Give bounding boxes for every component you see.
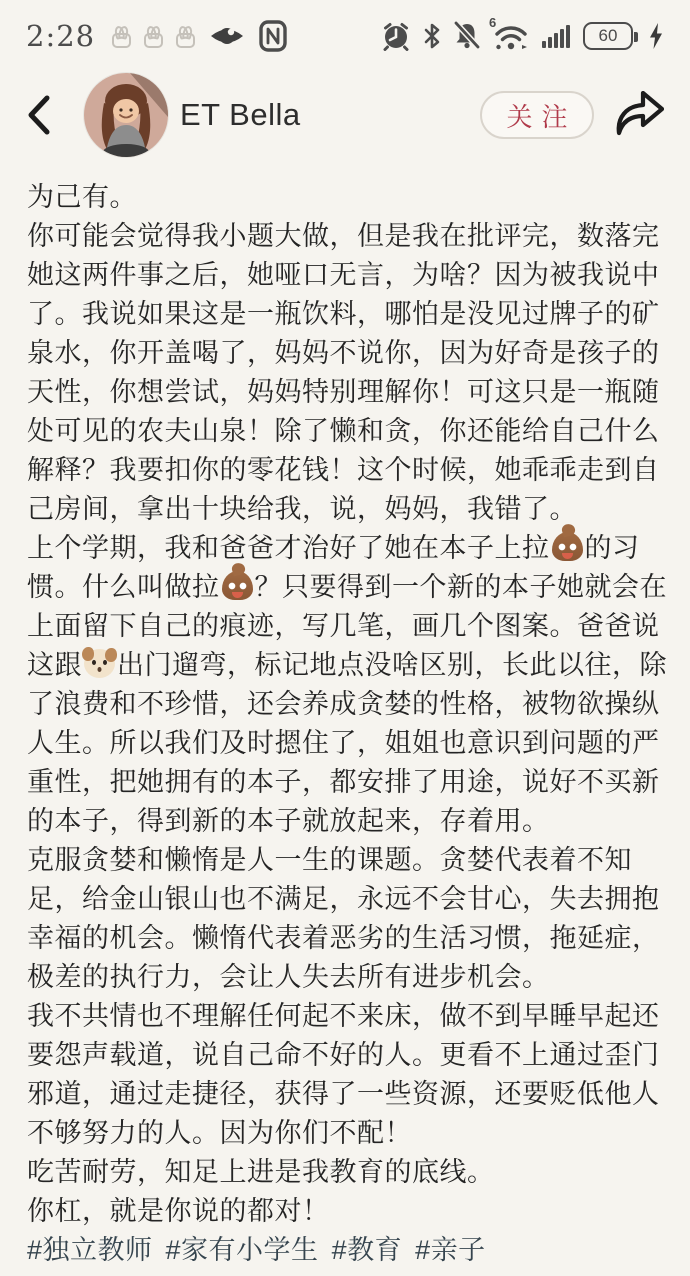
text-line: 这跟 出门遛弯，标记地点没啥区别，长此以往，除 bbox=[27, 650, 667, 680]
back-button[interactable] bbox=[26, 93, 56, 137]
text-line: 的本子，得到新的本子就放起来，存着用。 bbox=[27, 806, 550, 836]
notification-app-icon bbox=[176, 33, 195, 48]
follow-button-label: 关注 bbox=[506, 101, 577, 132]
text-line: 你杠，就是你说的都对！ bbox=[27, 1196, 330, 1226]
clock-time: 2:28 bbox=[26, 19, 96, 53]
follow-button[interactable] bbox=[480, 91, 594, 139]
poop-emoji bbox=[222, 571, 253, 600]
bluetooth-icon bbox=[423, 22, 441, 50]
text-line: 人生。所以我们及时摁住了，姐姐也意识到问题的严 bbox=[27, 728, 660, 758]
text-line: 吃苦耐劳，知足上进是我教育的底线。 bbox=[27, 1157, 495, 1187]
text-line: 克服贪婪和懒惰是人一生的课题。贪婪代表着不知 bbox=[27, 845, 632, 875]
eye-icon bbox=[208, 22, 246, 50]
text-line: 泉水，你开盖喝了，妈妈不说你，因为好奇是孩子的 bbox=[27, 338, 660, 368]
hashtag[interactable]: #亲子 bbox=[415, 1235, 486, 1265]
text-line: 了。我说如果这是一瓶饮料，哪怕是没见过牌子的矿 bbox=[27, 299, 660, 329]
signal-icon bbox=[540, 22, 572, 50]
text-line: 你可能会觉得我小题大做，但是我在批评完，数落完 bbox=[27, 221, 660, 251]
text-line: 重性，把她拥有的本子，都安排了用途，说好不买新 bbox=[27, 767, 660, 797]
text-line: 她这两件事之后，她哑口无言，为啥？因为被我说中 bbox=[27, 260, 660, 290]
notification-app-icon bbox=[144, 33, 163, 48]
text-line: 惯。什么叫做拉 ？只要得到一个新的本子她就会在 bbox=[27, 572, 667, 602]
hashtag-line bbox=[0, 1231, 690, 1270]
text-line: 幸福的机会。懒惰代表着恶劣的生活习惯，拖延症， bbox=[27, 923, 660, 953]
post-text bbox=[0, 164, 690, 1231]
hashtag[interactable]: #教育 bbox=[331, 1235, 403, 1265]
wifi-generation-label: 6 bbox=[489, 15, 497, 30]
text-line: 极差的执行力，会让人失去所有进步机会。 bbox=[27, 962, 550, 992]
text-line: 要怨声载道，说自己命不好的人。更看不上通过歪门 bbox=[27, 1040, 660, 1070]
bell-muted-icon bbox=[452, 21, 482, 51]
text-line: 天性，你想尝试，妈妈特别理解你！可这只是一瓶随 bbox=[27, 377, 660, 407]
status-bar bbox=[0, 0, 690, 66]
battery-percent: 60 bbox=[598, 26, 618, 45]
text-line: 处可见的农夫山泉！除了懒和贪，你还能给自己什么 bbox=[27, 416, 660, 446]
username[interactable]: ET Bella bbox=[180, 97, 301, 132]
text-line: 不够努力的人。因为你们不配！ bbox=[27, 1118, 412, 1148]
text-line: 上个学期，我和爸爸才治好了她在本子上拉 的习 bbox=[27, 533, 640, 563]
nfc-icon bbox=[259, 20, 287, 52]
notification-app-icon bbox=[112, 33, 131, 48]
text-line: 为己有。 bbox=[27, 182, 137, 212]
text-line: 解释？我要扣你的零花钱！这个时候，她乖乖走到自 bbox=[27, 455, 660, 485]
text-line: 足，给金山银山也不满足，永远不会甘心，失去拥抱 bbox=[27, 884, 660, 914]
text-line: 了浪费和不珍惜，还会养成贪婪的性格，被物欲操纵 bbox=[27, 689, 660, 719]
wifi-icon bbox=[489, 15, 529, 51]
dog-emoji bbox=[84, 649, 115, 678]
text-line: 己房间，拿出十块给我，说，妈妈，我错了。 bbox=[27, 494, 577, 524]
hashtag[interactable]: #家有小学生 bbox=[165, 1235, 319, 1265]
alarm-icon bbox=[380, 21, 412, 51]
share-button[interactable] bbox=[612, 91, 664, 139]
text-line: 我不共情也不理解任何起不来床，做不到早睡早起还 bbox=[27, 1001, 660, 1031]
charging-bolt-icon bbox=[648, 22, 664, 50]
text-line: 上面留下自己的痕迹，写几笔，画几个图案。爸爸说 bbox=[27, 611, 660, 641]
text-line: 邪道，通过走捷径，获得了一些资源，还要贬低他人 bbox=[27, 1079, 660, 1109]
poop-emoji bbox=[552, 532, 583, 561]
battery-indicator bbox=[583, 22, 633, 50]
hashtag[interactable]: #独立教师 bbox=[27, 1235, 153, 1265]
post-header bbox=[0, 66, 690, 164]
avatar[interactable] bbox=[84, 73, 168, 157]
